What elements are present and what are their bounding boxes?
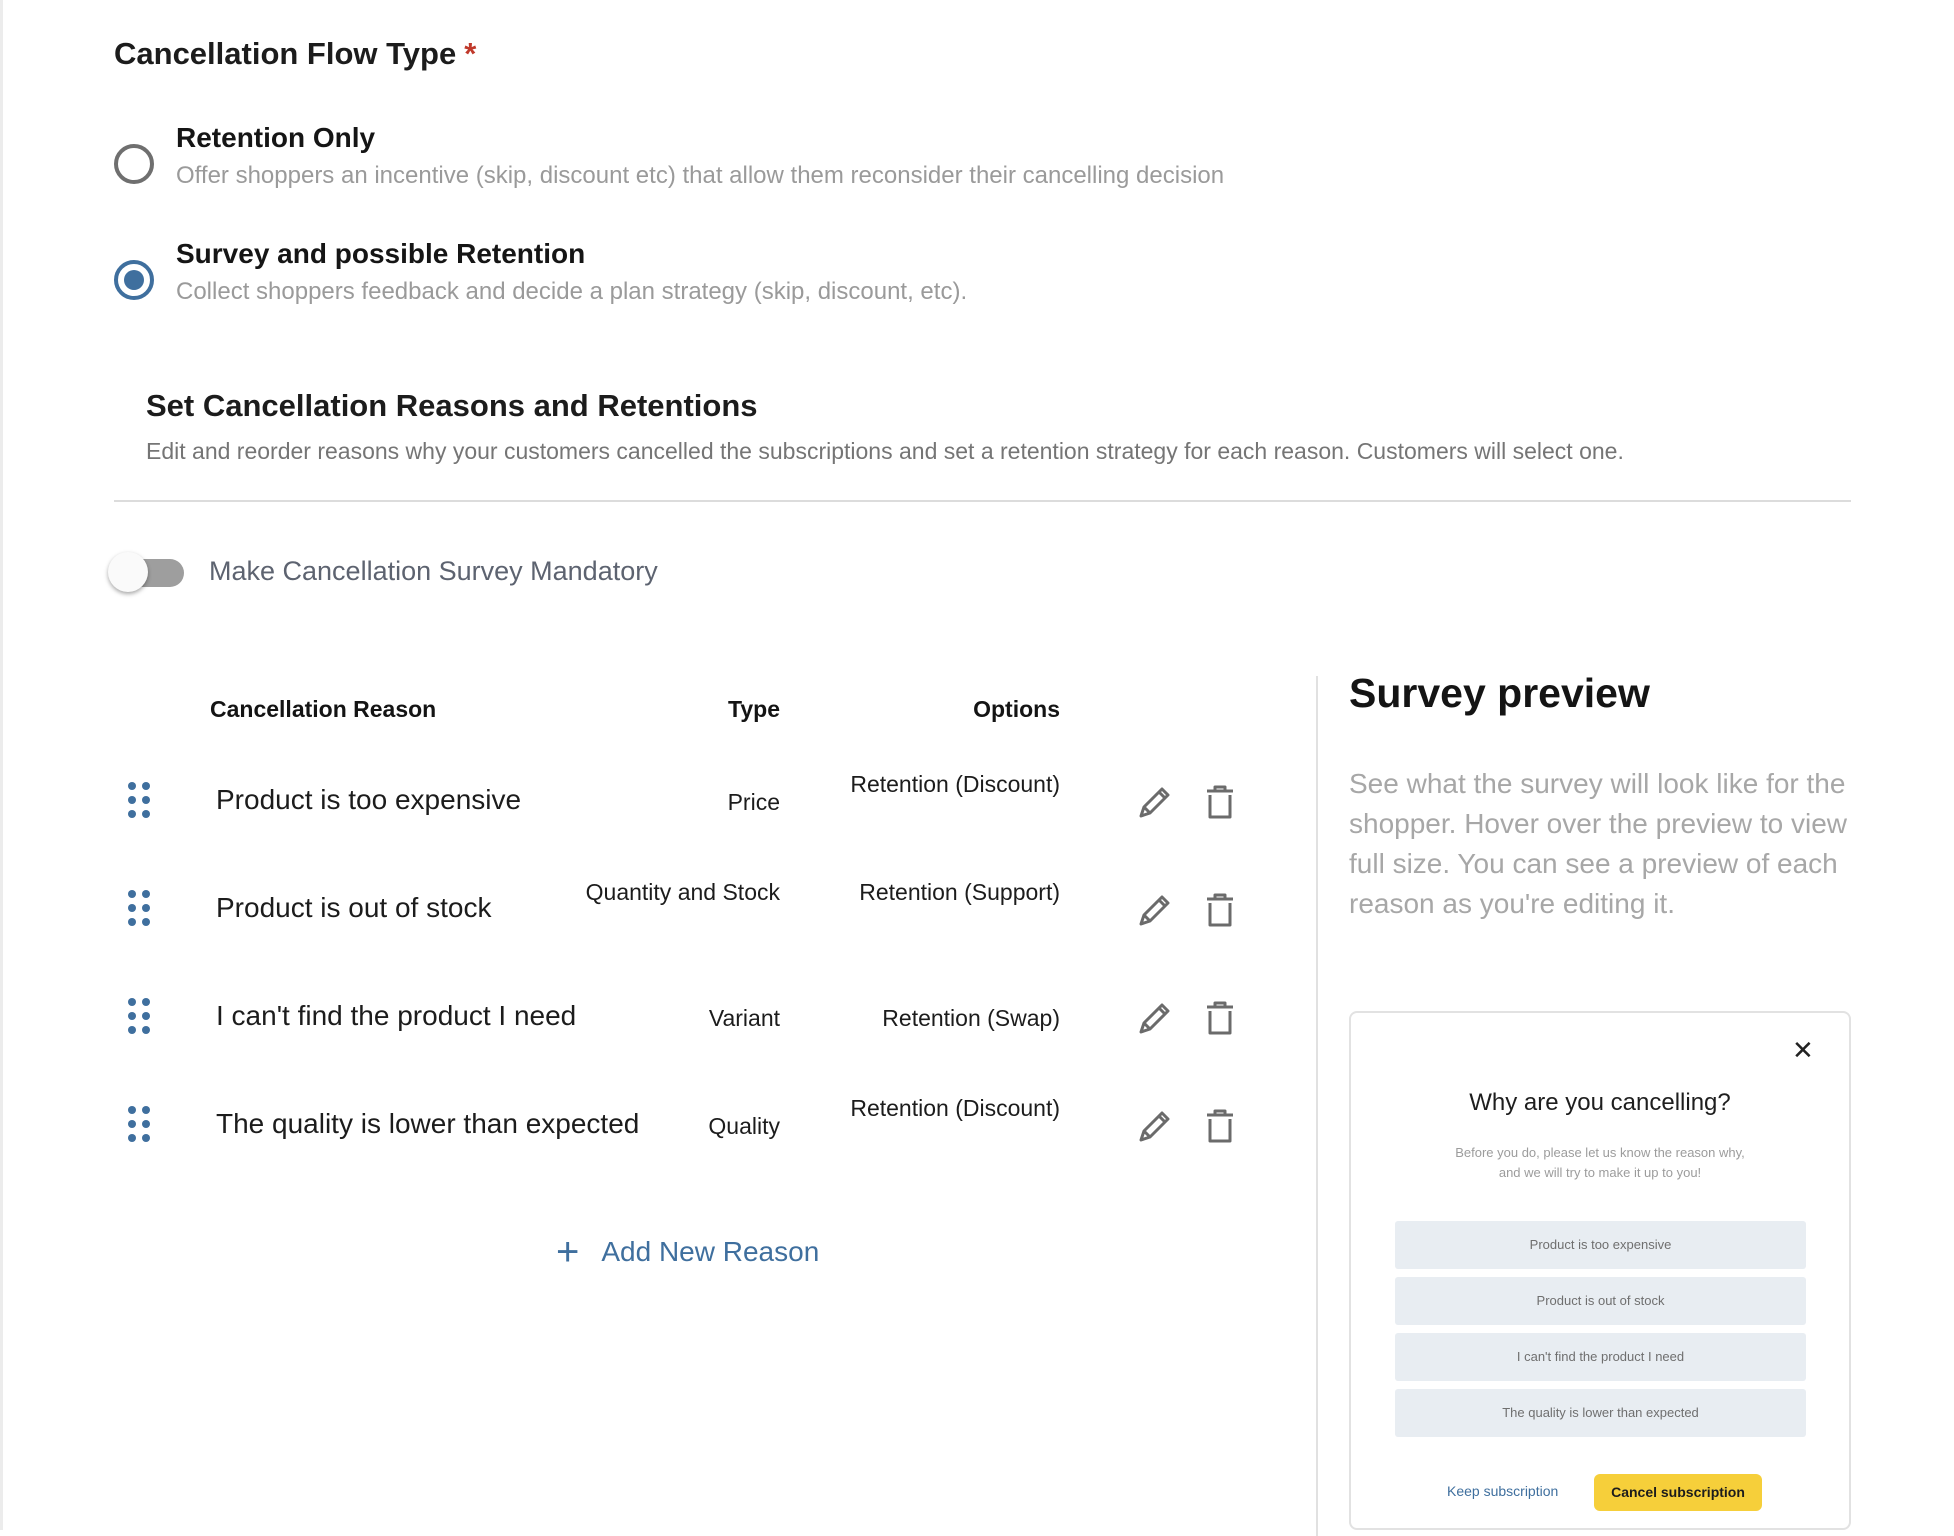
reason-type: Variant xyxy=(708,1005,780,1031)
drag-handle-icon[interactable] xyxy=(128,782,150,820)
drag-handle-icon[interactable] xyxy=(128,998,150,1036)
section-divider xyxy=(114,500,1851,502)
reason-text[interactable]: Product is too expensive xyxy=(216,784,522,815)
reason-option: Retention (Support) xyxy=(859,879,1060,905)
required-mark: * xyxy=(464,36,477,71)
radio-button-retention-only[interactable] xyxy=(114,144,154,184)
radio-desc-retention-only: Offer shoppers an incentive (skip, discount etc) that allow them reconsider their cancelling decision xyxy=(176,162,1225,189)
mandatory-survey-label: Make Cancellation Survey Mandatory xyxy=(209,556,658,586)
radio-desc-survey-retention: Collect shoppers feedback and decide a plan strategy (skip, discount, etc). xyxy=(176,278,968,305)
preview-reason-option[interactable]: Product is too expensive xyxy=(1395,1221,1806,1269)
radio-button-survey-retention[interactable] xyxy=(114,260,154,300)
cancel-subscription-button[interactable]: Cancel subscription xyxy=(1594,1474,1762,1511)
radio-option-retention-only[interactable] xyxy=(114,120,1224,194)
table-row xyxy=(0,974,1300,1064)
radio-option-survey-retention[interactable] xyxy=(114,236,967,310)
preview-card-title: Why are you cancelling? xyxy=(1469,1089,1731,1116)
add-new-reason-button[interactable] xyxy=(556,1232,819,1272)
table-row xyxy=(0,1082,1300,1172)
close-icon[interactable]: ✕ xyxy=(1792,1035,1814,1065)
trash-icon[interactable] xyxy=(1200,1106,1240,1146)
pencil-icon[interactable] xyxy=(1135,998,1175,1038)
mandatory-survey-toggle[interactable] xyxy=(108,556,186,590)
preview-reason-option[interactable]: I can't find the product I need xyxy=(1395,1333,1806,1381)
toggle-knob[interactable] xyxy=(108,552,148,592)
reason-type: Quantity and Stock xyxy=(585,879,780,905)
keep-subscription-link[interactable]: Keep subscription xyxy=(1447,1483,1559,1499)
radio-label-retention-only: Retention Only xyxy=(176,122,376,153)
survey-preview-description: See what the survey will look like for the shopper. Hover over the preview to view full size. You can see a preview of each reason as you're editing it. xyxy=(1349,768,1848,919)
reason-type: Quality xyxy=(708,1113,780,1139)
preview-reason-option[interactable]: Product is out of stock xyxy=(1395,1277,1806,1325)
radio-label-survey-retention: Survey and possible Retention xyxy=(176,238,586,269)
reason-text[interactable]: The quality is lower than expected xyxy=(216,1108,640,1139)
column-header-type: Type xyxy=(728,696,780,722)
pencil-icon[interactable] xyxy=(1135,1106,1175,1146)
trash-icon[interactable] xyxy=(1200,782,1240,822)
table-row xyxy=(0,758,1300,848)
preview-reason-option[interactable]: The quality is lower than expected xyxy=(1395,1389,1806,1437)
trash-icon[interactable] xyxy=(1200,998,1240,1038)
pencil-icon[interactable] xyxy=(1135,782,1175,822)
reasons-section-title: Set Cancellation Reasons and Retentions xyxy=(146,388,758,423)
add-new-reason-label: Add New Reason xyxy=(601,1236,820,1267)
reason-text[interactable]: Product is out of stock xyxy=(216,892,492,923)
drag-handle-icon[interactable] xyxy=(128,1106,150,1144)
trash-icon[interactable] xyxy=(1200,890,1240,930)
column-header-reason: Cancellation Reason xyxy=(210,696,437,722)
flow-type-title-text: Cancellation Flow Type xyxy=(114,36,457,71)
reasons-section-header xyxy=(146,388,1624,465)
table-row xyxy=(0,866,1300,956)
plus-icon: + xyxy=(556,1230,580,1274)
reason-option: Retention (Discount) xyxy=(850,771,1060,797)
preview-card-subtitle: Before you do, please let us know the reason why, and we will try to make it up to you! xyxy=(1455,1145,1745,1180)
survey-preview-card[interactable] xyxy=(1349,1011,1851,1530)
reason-text[interactable]: I can't find the product I need xyxy=(216,1000,577,1031)
preview-divider xyxy=(1316,676,1318,1536)
column-header-options: Options xyxy=(973,696,1060,722)
reason-option: Retention (Swap) xyxy=(882,1005,1060,1031)
reason-option: Retention (Discount) xyxy=(850,1095,1060,1121)
flow-type-title xyxy=(114,36,476,72)
survey-preview-title: Survey preview xyxy=(1349,670,1650,716)
pencil-icon[interactable] xyxy=(1135,890,1175,930)
drag-handle-icon[interactable] xyxy=(128,890,150,928)
reasons-section-description: Edit and reorder reasons why your customers cancelled the subscriptions and set a retention strategy for each reason. Customers will select one. xyxy=(146,438,1624,464)
reason-type: Price xyxy=(727,789,780,815)
